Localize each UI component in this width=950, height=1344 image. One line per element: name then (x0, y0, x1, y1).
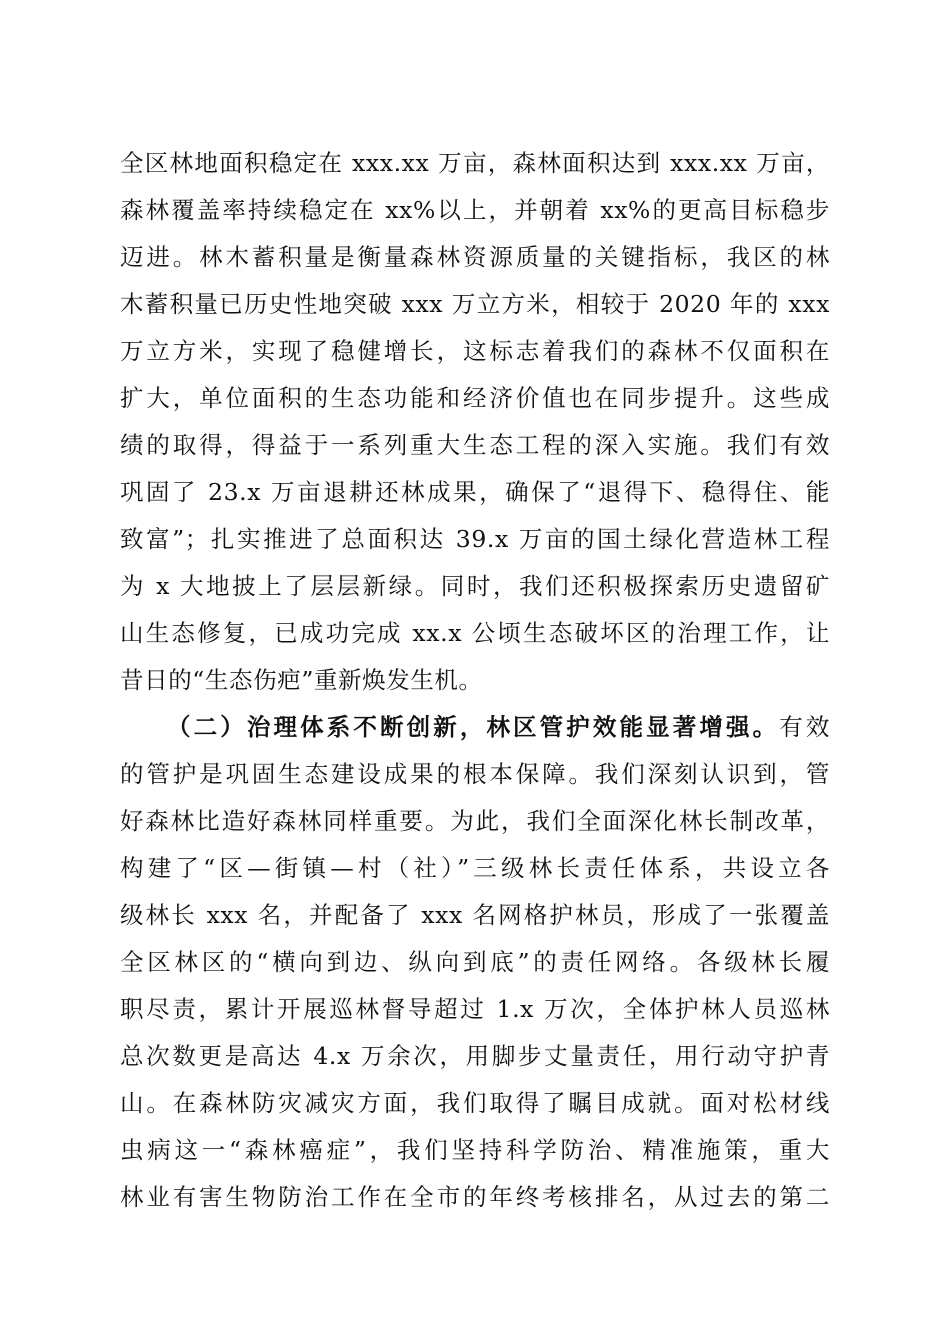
paragraph-1-line-6: 扩大，单位面积的生态功能和经济价值也在同步提升。这些成 (120, 384, 830, 412)
paragraph-1-line-12: 昔日的“生态伤疤”重新焕发生机。 (120, 666, 483, 694)
section-2-heading: （二）治理体系不断创新，林区管护效能显著增强。 (167, 713, 780, 741)
paragraph-1-line-4: 木蓄积量已历史性地突破 xxx 万立方米，相较于 2020 年的 xxx (120, 290, 830, 318)
paragraph-1-line-8: 巩固了 23.x 万亩退耕还林成果，确保了“退得下、稳得住、能 (120, 478, 830, 506)
paragraph-1-line-9: 致富”；扎实推进了总面积达 39.x 万亩的国土绿化营造林工程 (120, 525, 830, 553)
paragraph-2-line-10: 林业有害生物防治工作在全市的年终考核排名，从过去的第二 (120, 1183, 830, 1211)
paragraph-1-line-11: 山生态修复，已成功完成 xx.x 公顷生态破坏区的治理工作，让 (120, 619, 830, 647)
paragraph-2-line-9: 虫病这一“森林癌症”，我们坚持科学防治、精准施策，重大 (120, 1136, 830, 1164)
paragraph-2-line-1: 的管护是巩固生态建设成果的根本保障。我们深刻认识到，管 (120, 760, 830, 788)
paragraph-1-line-3: 迈进。林木蓄积量是衡量森林资源质量的关键指标，我区的林 (120, 243, 830, 271)
paragraph-2-line-3: 构建了“区—街镇—村（社）”三级林长责任体系，共设立各 (120, 854, 830, 882)
section-2-first-line-rest: 有效 (779, 713, 830, 741)
document-body (120, 140, 830, 1221)
paragraph-1-line-2: 森林覆盖率持续稳定在 xx%以上，并朝着 xx%的更高目标稳步 (120, 196, 830, 224)
paragraph-1-line-1: 全区林地面积稳定在 xxx.xx 万亩，森林面积达到 xxx.xx 万亩， (120, 149, 830, 177)
paragraph-2-line-8: 山。在森林防灾减灾方面，我们取得了瞩目成就。面对松材线 (120, 1089, 830, 1117)
paragraph-2-line-7: 总次数更是高达 4.x 万余次，用脚步丈量责任，用行动守护青 (120, 1042, 830, 1070)
paragraph-1-line-10: 为 x 大地披上了层层新绿。同时，我们还积极探索历史遗留矿 (120, 572, 830, 600)
paragraph-2-line-6: 职尽责，累计开展巡林督导超过 1.x 万次，全体护林人员巡林 (120, 995, 830, 1023)
paragraph-1-line-5: 万立方米，实现了稳健增长，这标志着我们的森林不仅面积在 (120, 337, 830, 365)
paragraph-1-line-7: 绩的取得，得益于一系列重大生态工程的深入实施。我们有效 (120, 431, 830, 459)
paragraph-2-line-4: 级林长 xxx 名，并配备了 xxx 名网格护林员，形成了一张覆盖 (120, 901, 830, 929)
section-2-first-line (120, 704, 830, 751)
paragraph-2-line-5: 全区林区的“横向到边、纵向到底”的责任网络。各级林长履 (120, 948, 830, 976)
paragraph-2-line-2: 好森林比造好森林同样重要。为此，我们全面深化林长制改革， (120, 807, 830, 835)
